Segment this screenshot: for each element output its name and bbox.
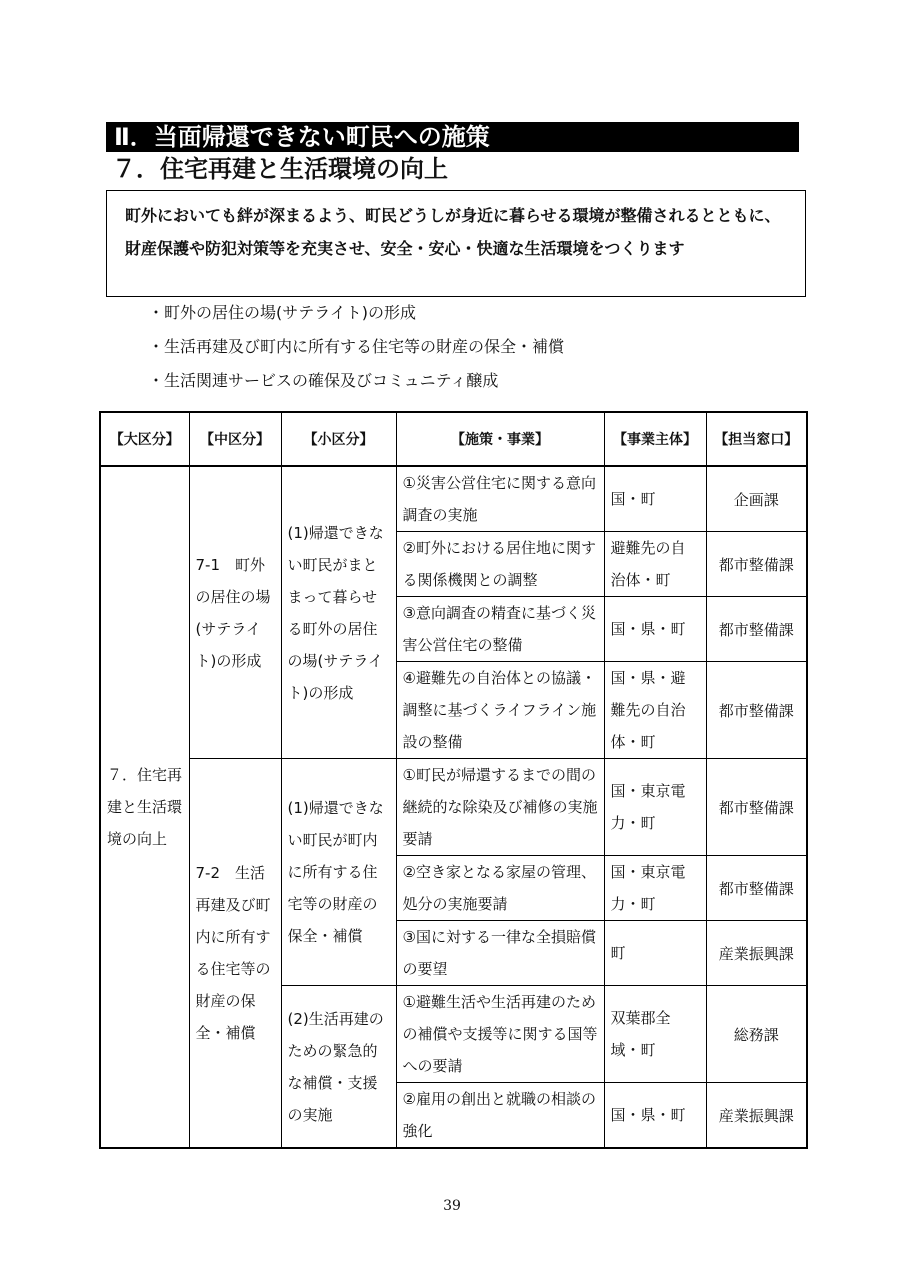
entity-cell: 町 bbox=[604, 921, 706, 986]
office-cell: 産業振興課 bbox=[706, 921, 807, 986]
measures-table bbox=[99, 411, 808, 1149]
entity-cell: 国・県・町 bbox=[604, 1083, 706, 1149]
summary-box: 町外においても絆が深まるよう、町民どうしが身近に暮らせる環境が整備されるとともに、財産保護や防犯対策等を充実させ、安全・安心・快適な生活環境をつくります bbox=[106, 190, 806, 297]
subsection-title: ７．住宅再建と生活環境の向上 bbox=[112, 155, 448, 183]
minor-category: (1)帰還できない町民がまとまって暮らせる町外の居住の場(サテライト)の形成 bbox=[281, 466, 396, 759]
entity-cell: 国・東京電力・町 bbox=[604, 856, 706, 921]
measure-cell: ②空き家となる家屋の管理、処分の実施要請 bbox=[396, 856, 604, 921]
bullet-list bbox=[148, 296, 564, 398]
measure-cell: ③国に対する一律な全損賠償の要望 bbox=[396, 921, 604, 986]
measure-cell: ④避難先の自治体との協議・調整に基づくライフライン施設の整備 bbox=[396, 662, 604, 759]
office-cell: 産業振興課 bbox=[706, 1083, 807, 1149]
major-category: ７．住宅再建と生活環境の向上 bbox=[100, 466, 189, 1148]
bullet-item: ・生活再建及び町内に所有する住宅等の財産の保全・補償 bbox=[148, 337, 565, 356]
bullet-item: ・生活関連サービスの確保及びコミュニティ醸成 bbox=[148, 371, 499, 390]
page-number: 39 bbox=[443, 1198, 461, 1214]
office-cell: 都市整備課 bbox=[706, 759, 807, 856]
measure-cell: ②雇用の創出と就職の相談の強化 bbox=[396, 1083, 604, 1149]
entity-cell: 避難先の自治体・町 bbox=[604, 532, 706, 597]
entity-cell: 双葉郡全域・町 bbox=[604, 986, 706, 1083]
minor-category: (1)帰還できない町民が町内に所有する住宅等の財産の保全・補償 bbox=[281, 759, 396, 986]
header-minor: 【小区分】 bbox=[281, 412, 396, 466]
entity-cell: 国・東京電力・町 bbox=[604, 759, 706, 856]
section-title: Ⅱ．当面帰還できない町民への施策 bbox=[106, 122, 799, 152]
mid-category: 7-1 町外の居住の場(サテライト)の形成 bbox=[189, 466, 281, 759]
minor-category: (2)生活再建のための緊急的な補償・支援の実施 bbox=[281, 986, 396, 1149]
mid-category: 7-2 生活再建及び町内に所有する住宅等の財産の保全・補償 bbox=[189, 759, 281, 1149]
table-row bbox=[100, 466, 807, 532]
header-entity: 【事業主体】 bbox=[604, 412, 706, 466]
table-row bbox=[100, 759, 807, 856]
office-cell: 都市整備課 bbox=[706, 662, 807, 759]
measure-cell: ①災害公営住宅に関する意向調査の実施 bbox=[396, 466, 604, 532]
header-measure: 【施策・事業】 bbox=[396, 412, 604, 466]
office-cell: 都市整備課 bbox=[706, 597, 807, 662]
office-cell: 都市整備課 bbox=[706, 532, 807, 597]
header-mid: 【中区分】 bbox=[189, 412, 281, 466]
header-major: 【大区分】 bbox=[100, 412, 189, 466]
measure-cell: ③意向調査の精査に基づく災害公営住宅の整備 bbox=[396, 597, 604, 662]
table-header-row bbox=[100, 412, 807, 466]
office-cell: 総務課 bbox=[706, 986, 807, 1083]
measure-cell: ②町外における居住地に関する関係機関との調整 bbox=[396, 532, 604, 597]
measure-cell: ①避難生活や生活再建のための補償や支援等に関する国等への要請 bbox=[396, 986, 604, 1083]
measure-cell: ①町民が帰還するまでの間の継続的な除染及び補修の実施要請 bbox=[396, 759, 604, 856]
entity-cell: 国・町 bbox=[604, 466, 706, 532]
office-cell: 企画課 bbox=[706, 466, 807, 532]
header-office: 【担当窓口】 bbox=[706, 412, 807, 466]
bullet-item: ・町外の居住の場(サテライト)の形成 bbox=[148, 303, 417, 322]
office-cell: 都市整備課 bbox=[706, 856, 807, 921]
entity-cell: 国・県・避難先の自治体・町 bbox=[604, 662, 706, 759]
entity-cell: 国・県・町 bbox=[604, 597, 706, 662]
